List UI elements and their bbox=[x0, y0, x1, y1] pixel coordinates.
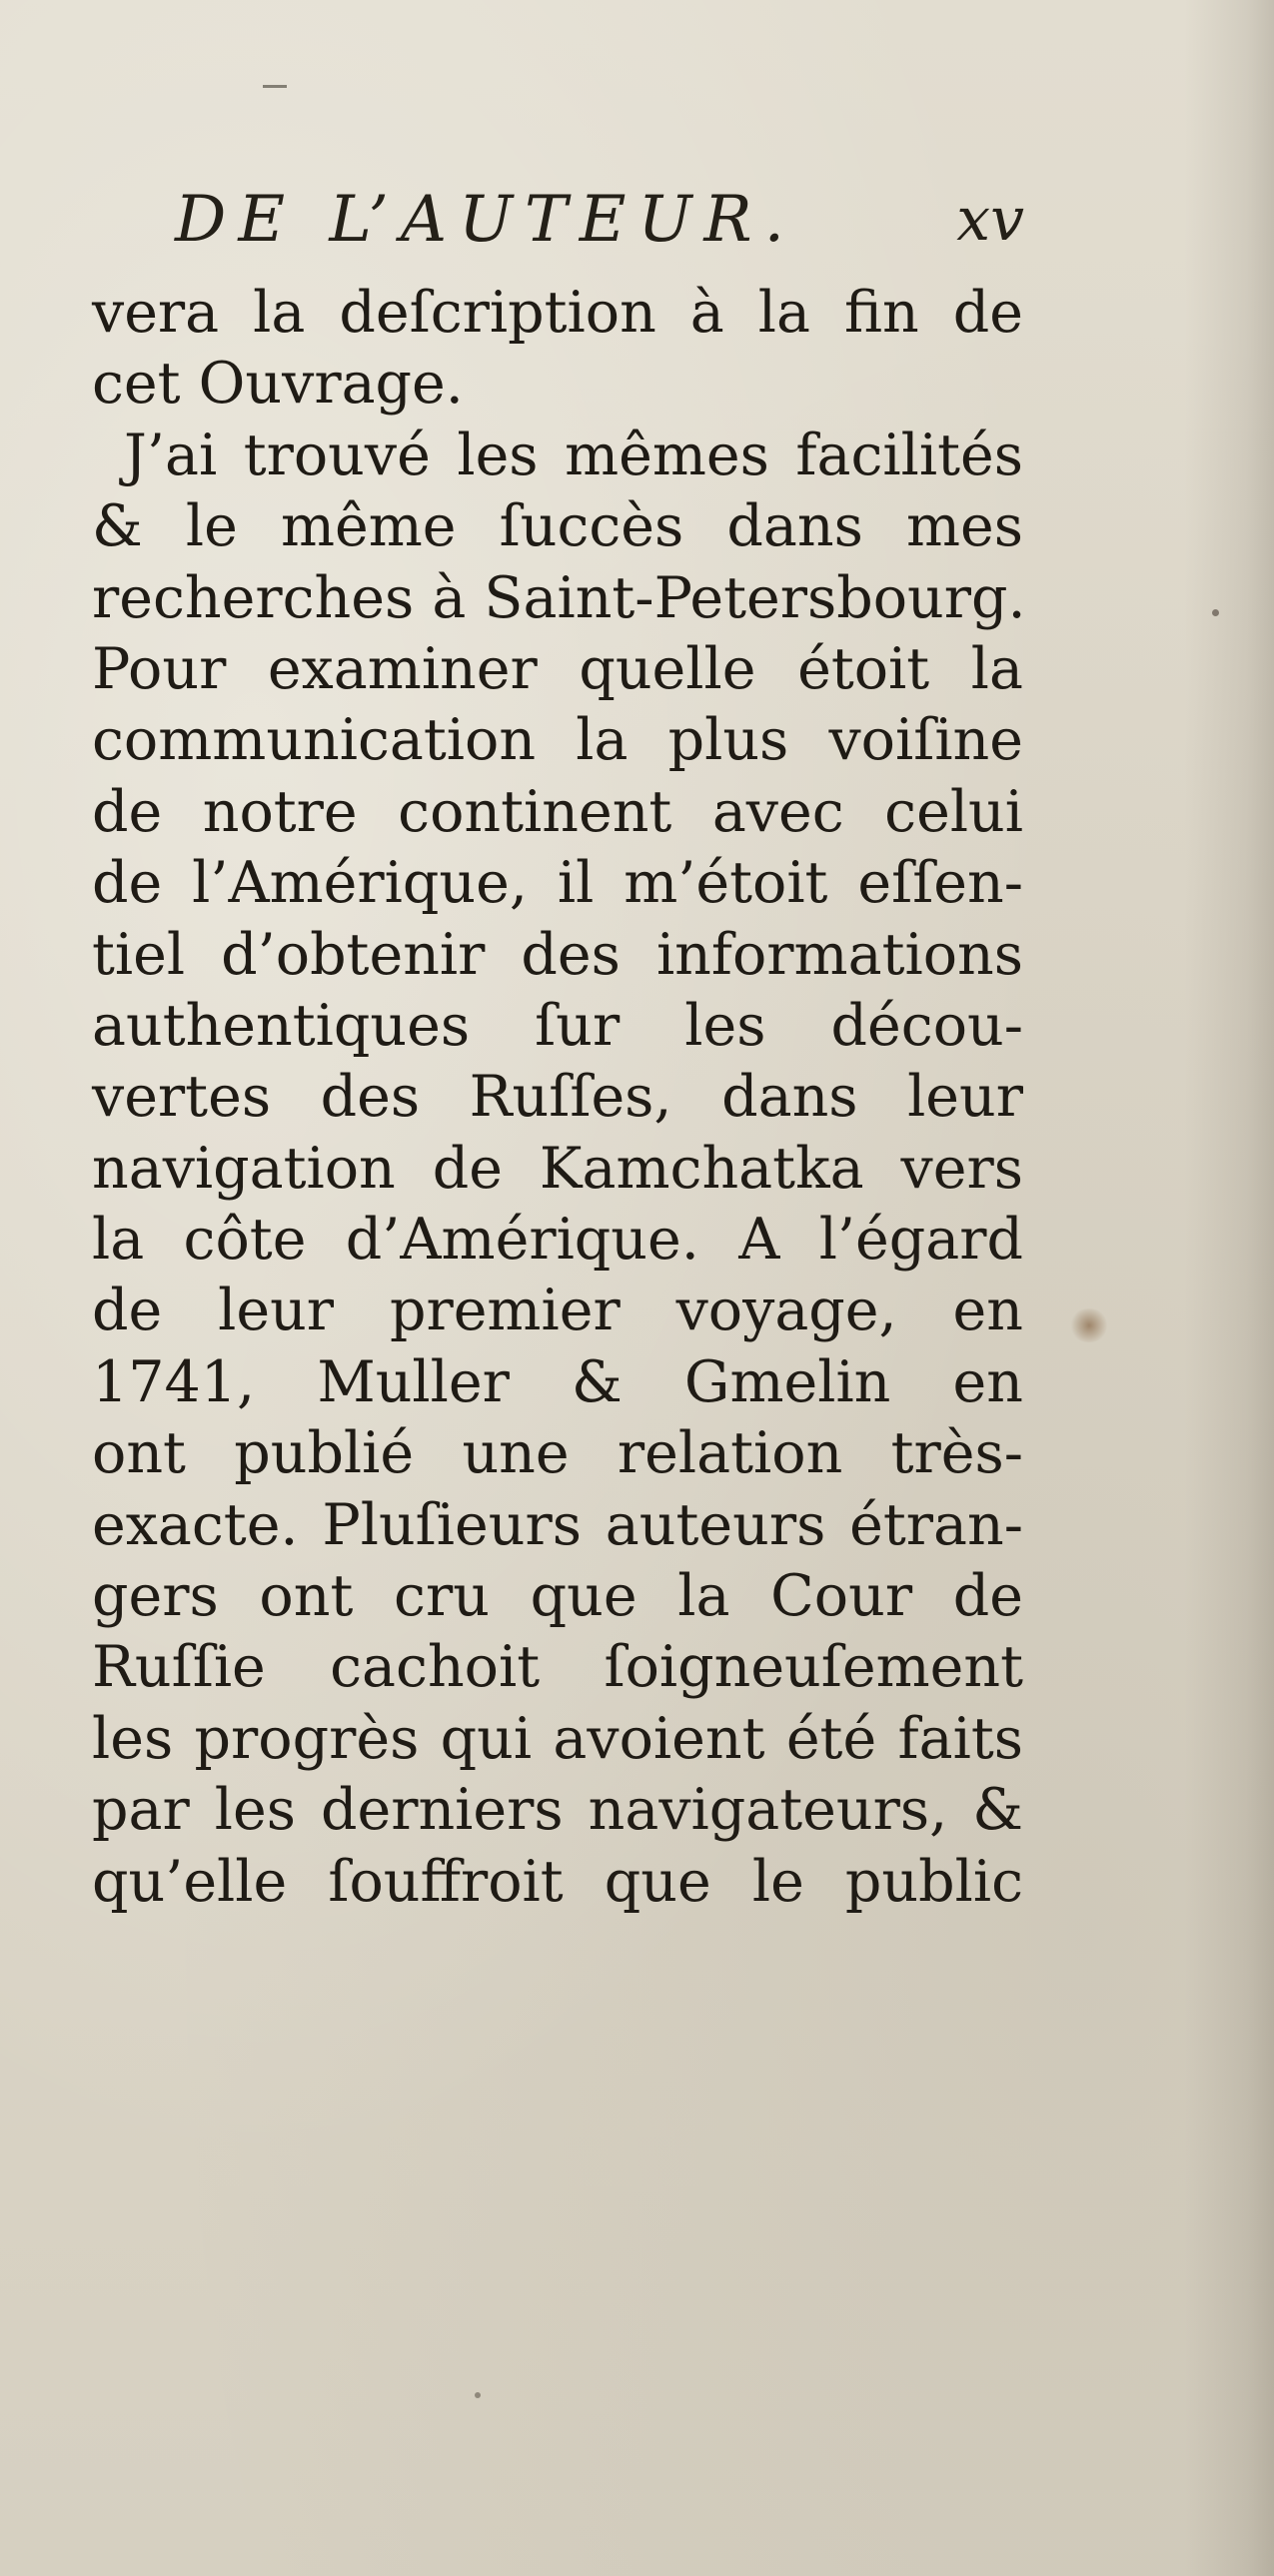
body-text bbox=[92, 278, 1026, 1918]
text-line: par les derniers navigateurs, & bbox=[92, 1777, 1023, 1844]
text-line: 1741, Muller & Gmelin en bbox=[92, 1348, 1023, 1415]
text-line: vertes des Ruſſes, dans leur bbox=[92, 1064, 1023, 1131]
text-line: qu’elle ſouffroit que le public bbox=[92, 1848, 1023, 1915]
text-line: gers ont cru que la Cour de bbox=[92, 1563, 1023, 1630]
ink-mark bbox=[263, 85, 287, 88]
text-line: Ruſſie cachoit ſoigneuſement bbox=[92, 1634, 1023, 1701]
text-line: de notre continent avec celui bbox=[92, 778, 1023, 845]
foxing-stain bbox=[1069, 1308, 1109, 1342]
paper-speck bbox=[1212, 609, 1219, 616]
text-line: J’ai trouvé les mêmes facilités bbox=[124, 422, 1023, 488]
page-number: xv bbox=[956, 185, 1024, 255]
text-line: ont publié une relation très- bbox=[92, 1420, 1023, 1487]
page-edge-shadow bbox=[1184, 0, 1274, 2576]
text-line: cet Ouvrage. bbox=[92, 351, 464, 418]
text-line: Pour examiner quelle étoit la bbox=[92, 635, 1023, 702]
text-line: la côte d’Amérique. A l’égard bbox=[92, 1207, 1023, 1274]
text-line: communication la plus voiſine bbox=[92, 707, 1023, 774]
text-line: de l’Amérique, il m’étoit eſſen- bbox=[92, 850, 1023, 917]
text-line: de leur premier voyage, en bbox=[92, 1278, 1023, 1344]
paper-speck bbox=[475, 2392, 481, 2398]
text-line: exacte. Pluſieurs auteurs étran- bbox=[92, 1491, 1023, 1558]
text-line: tiel d’obtenir des informations bbox=[92, 921, 1023, 988]
running-head bbox=[175, 180, 1024, 260]
text-line: navigation de Kamchatka vers bbox=[92, 1135, 1023, 1202]
text-line: les progrès qui avoient été faits bbox=[92, 1705, 1023, 1772]
text-line: authentiques ſur les décou- bbox=[92, 992, 1023, 1059]
running-title: DE L’AUTEUR. bbox=[175, 183, 796, 257]
text-line: vera la deſcription à la fin de bbox=[92, 280, 1023, 346]
text-line: recherches à Saint-Petersbourg. bbox=[92, 564, 1026, 631]
text-line: & le même ſuccès dans mes bbox=[92, 493, 1023, 560]
